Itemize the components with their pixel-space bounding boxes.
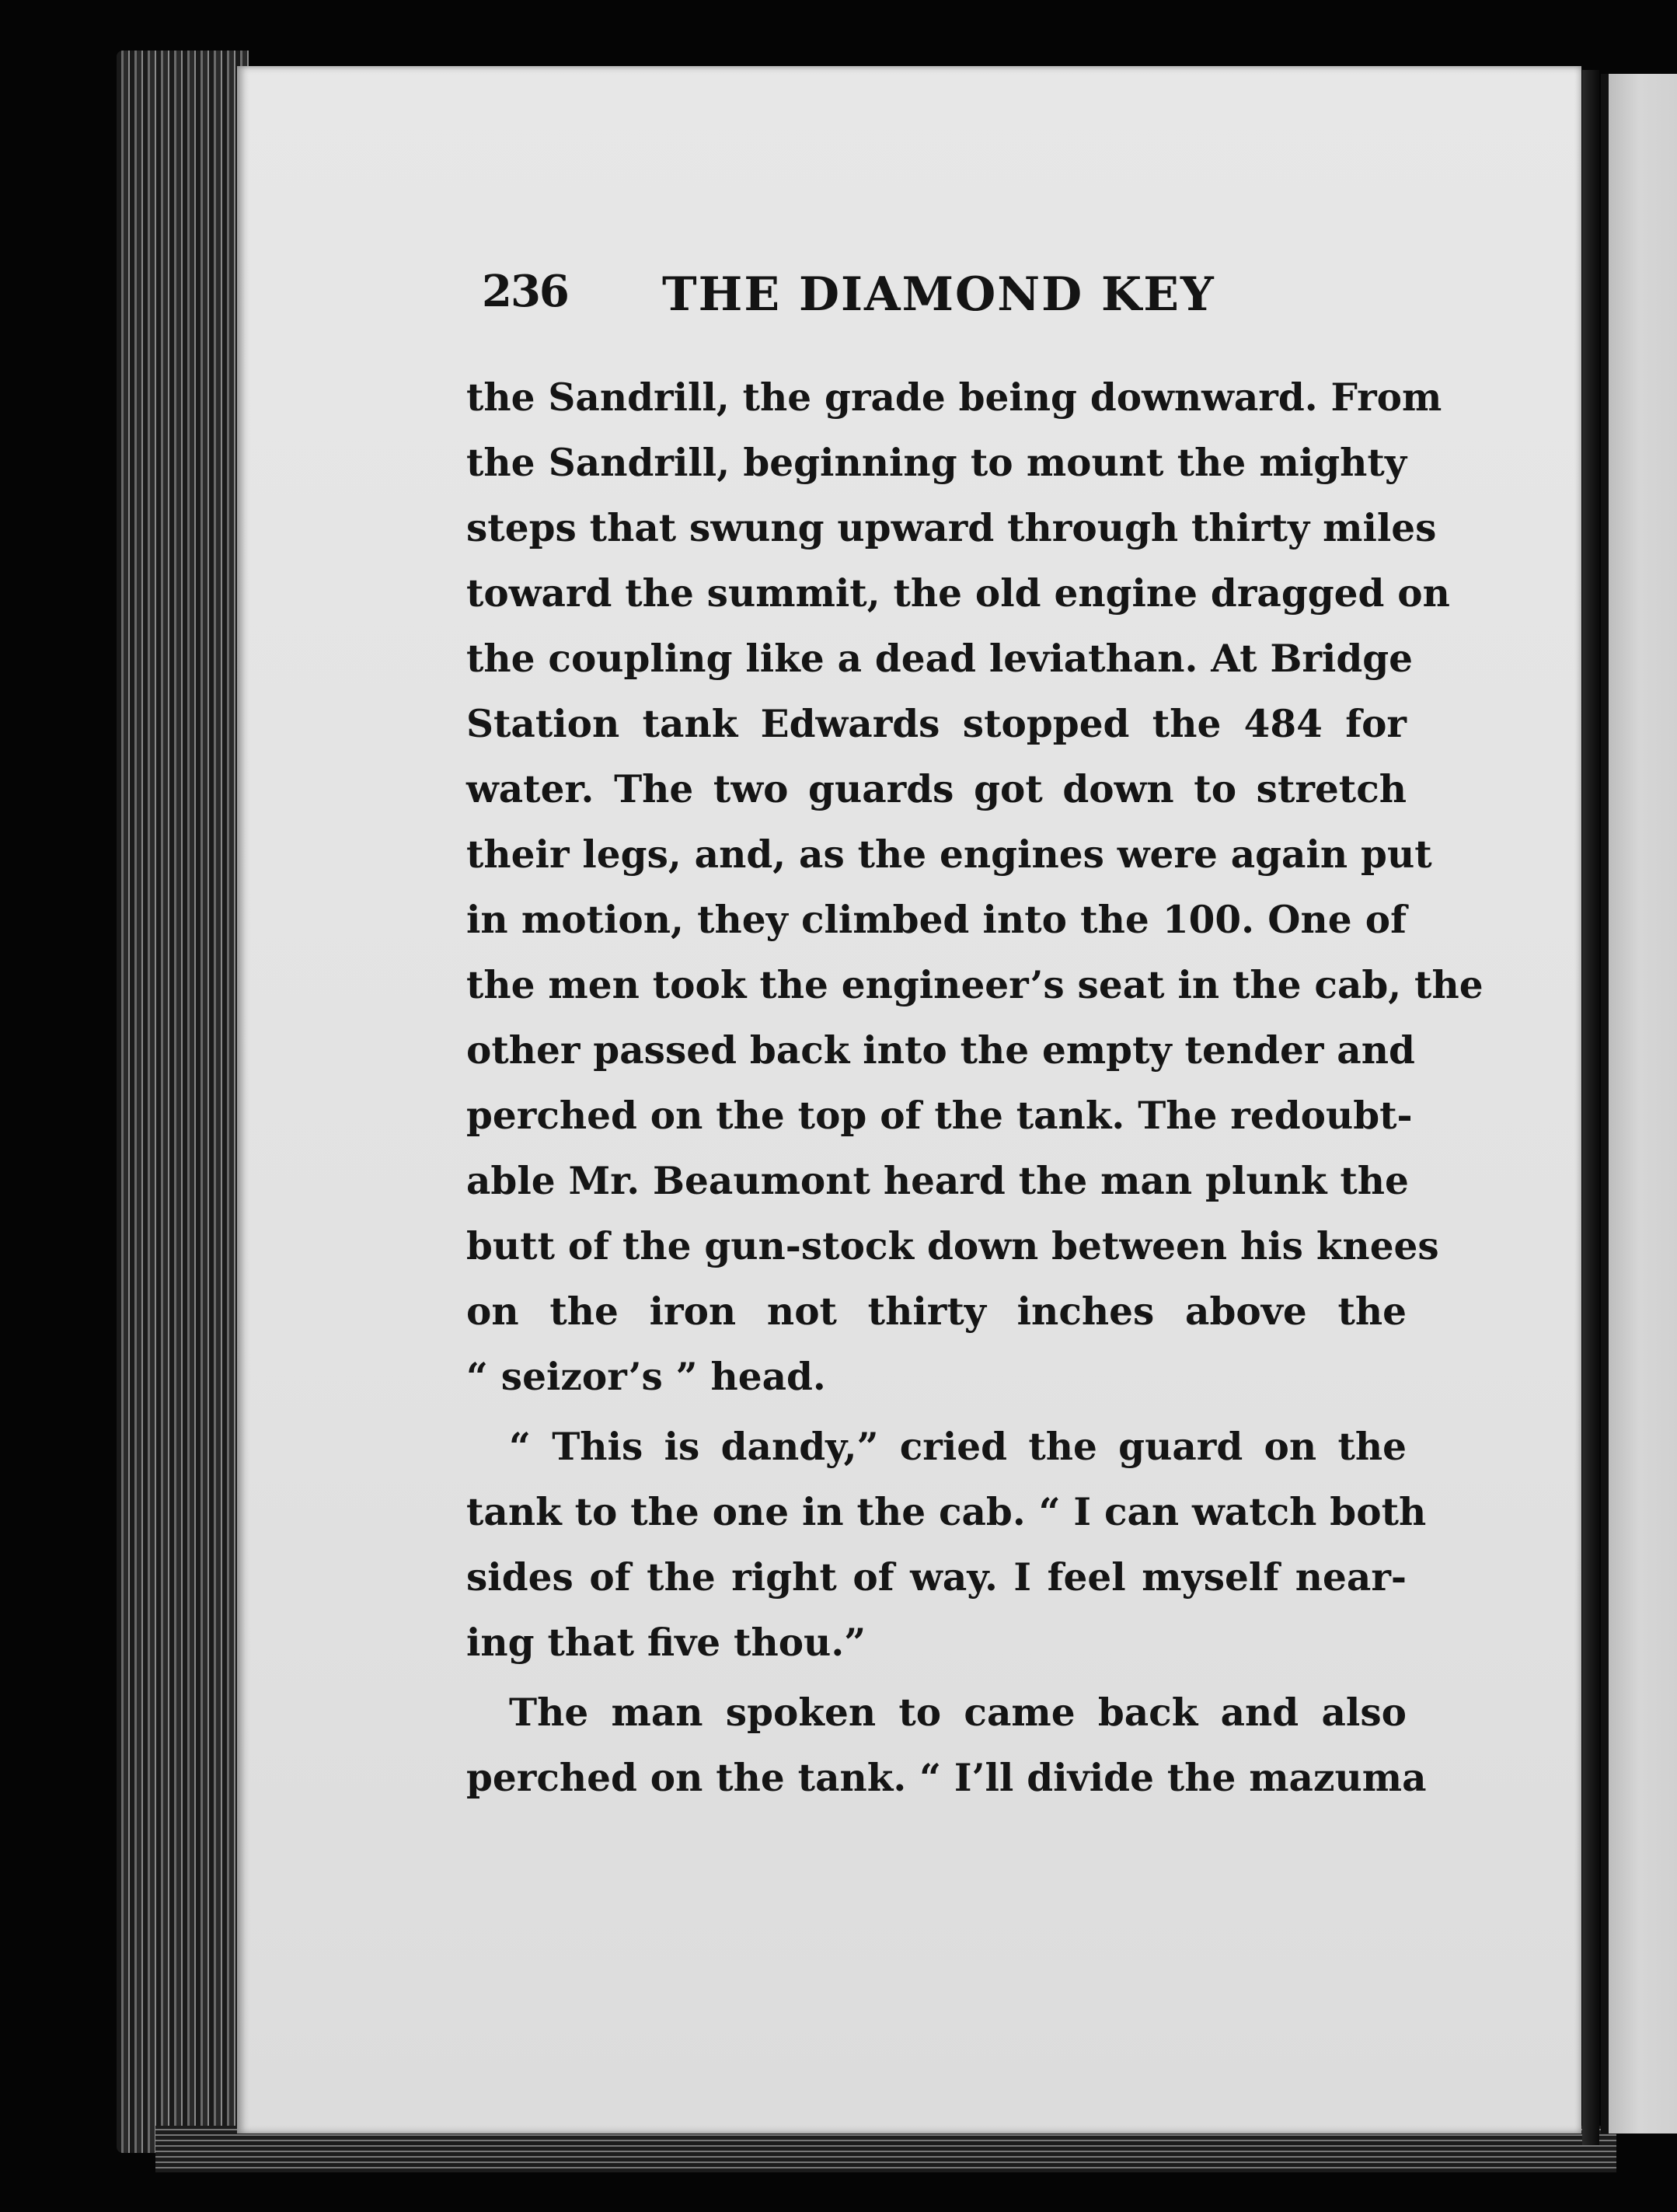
body-text <box>466 365 1484 1811</box>
text-line: on the iron not thirty inches above the <box>466 1289 1407 1334</box>
text-line: other passed back into the empty tender and <box>466 1028 1415 1073</box>
text-line: in motion, they climbed into the 100. One of <box>466 898 1407 942</box>
text-line: “ seizor’s ” head. <box>466 1355 826 1399</box>
text-line: the Sandrill, the grade being downward. From <box>466 375 1442 420</box>
text-line: the men took the engineer’s seat in the cab, the <box>466 963 1484 1007</box>
text-line: the coupling like a dead leviathan. At Bridge <box>466 637 1414 681</box>
facing-page-edge <box>1601 74 1677 2133</box>
text-line: steps that swung upward through thirty miles <box>466 506 1437 550</box>
text-line: perched on the top of the tank. The redoubt- <box>466 1094 1413 1138</box>
text-line: “ This is dandy,” cried the guard on the <box>509 1425 1407 1469</box>
text-line: Station tank Edwards stopped the 484 for <box>466 702 1407 746</box>
text-line: perched on the tank. “ I’ll divide the mazuma <box>466 1756 1427 1800</box>
text-line: butt of the gun-stock down between his knees <box>466 1224 1439 1268</box>
text-line: tank to the one in the cab. “ I can watch both <box>466 1490 1427 1534</box>
page-header <box>482 266 1414 328</box>
running-title: THE DIAMOND KEY <box>662 267 1215 322</box>
page-edges <box>117 51 249 2153</box>
text-line: the Sandrill, beginning to mount the mighty <box>466 441 1407 485</box>
text-line: sides of the right of way. I feel myself near- <box>466 1555 1407 1600</box>
page-number: 236 <box>482 266 568 317</box>
text-line: water. The two guards got down to stretch <box>466 767 1407 811</box>
text-line: toward the summit, the old engine dragged on <box>466 571 1450 616</box>
text-line: their legs, and, as the engines were again put <box>466 832 1432 877</box>
text-line: The man spoken to came back and also <box>509 1690 1407 1735</box>
text-line: ing that five thou.” <box>466 1621 866 1665</box>
text-line: able Mr. Beaumont heard the man plunk the <box>466 1159 1409 1203</box>
book-gutter <box>1582 70 1599 2145</box>
